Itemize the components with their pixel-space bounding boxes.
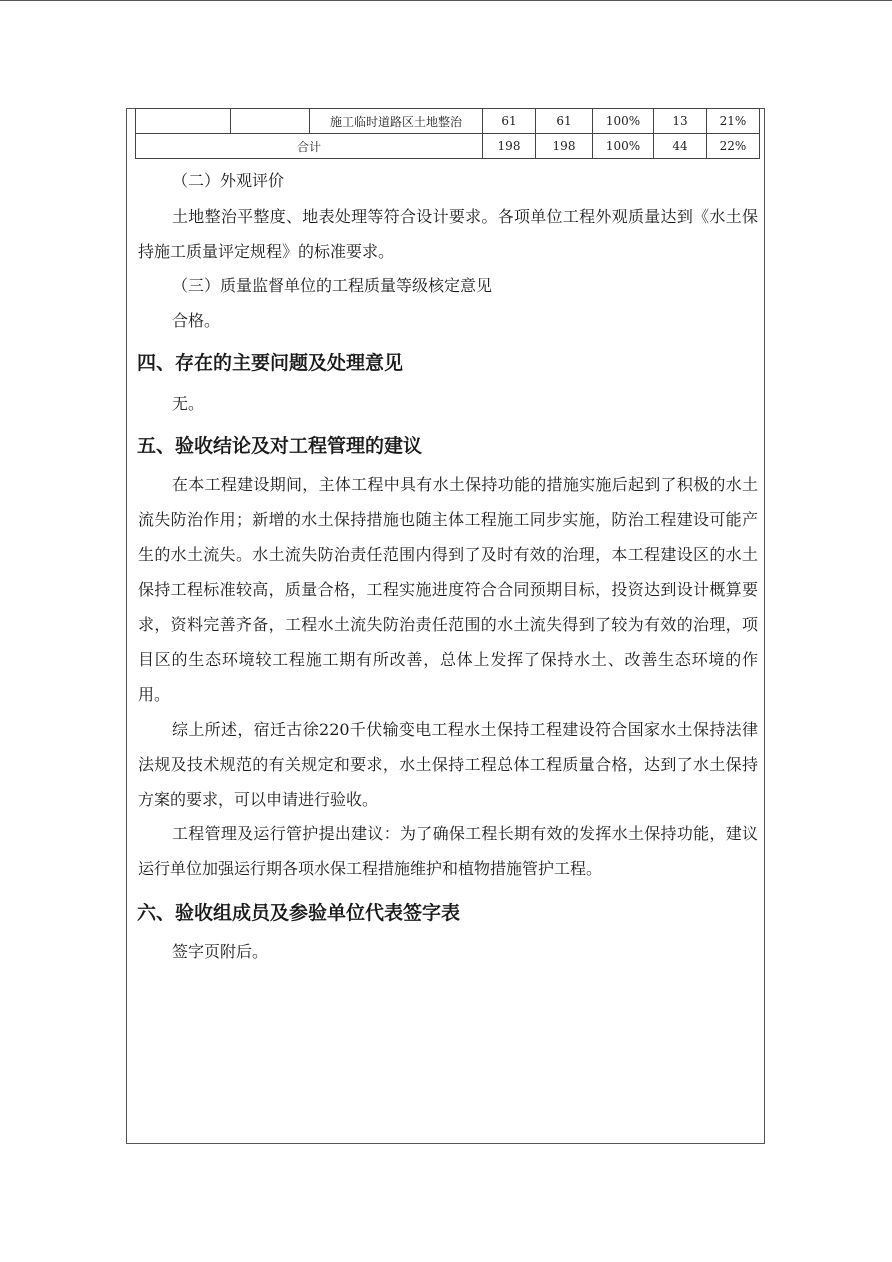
page-top-rule	[0, 0, 892, 1]
table-cell-value: 198	[536, 134, 593, 159]
statistics-table	[135, 108, 760, 159]
table-cell-rate: 22%	[707, 134, 760, 159]
table-cell	[136, 109, 231, 134]
subsection-title-quality-rating: （三）质量监督单位的工程质量等级核定意见	[172, 276, 493, 295]
table-cell	[231, 109, 310, 134]
table-cell-rate: 21%	[707, 109, 760, 134]
table-row-total	[136, 134, 760, 159]
table-cell-rate: 100%	[593, 134, 654, 159]
table-cell-value: 44	[654, 134, 707, 159]
paragraph-signature: 签字页附后。	[172, 942, 269, 961]
paragraph-problems: 无。	[172, 394, 205, 413]
table-cell-rate: 100%	[593, 109, 654, 134]
table-cell-value: 61	[536, 109, 593, 134]
heading-problems: 四、存在的主要问题及处理意见	[137, 352, 404, 374]
paragraph-conclusion-2: 综上所述，宿迁古徐220千伏输变电工程水土保持工程建设符合国家水土保持法律法规及技术规范的有关规定和要求，水土保持工程总体工程质量合格，达到了水土保持方案的要求，可以申请进行验收。	[138, 720, 758, 809]
heading-conclusion: 五、验收结论及对工程管理的建议	[137, 435, 423, 457]
paragraph-quality-rating: 合格。	[172, 311, 221, 330]
heading-signature: 六、验收组成员及参验单位代表签字表	[137, 902, 461, 924]
table-cell-value: 13	[654, 109, 707, 134]
paragraph-suggestion: 工程管理及运行管护提出建议：为了确保工程长期有效的发挥水土保持功能，建议运行单位加强运行期各项水保工程措施维护和植物措施管护工程。	[138, 824, 758, 878]
paragraph-conclusion-1: 在本工程建设期间，主体工程中具有水土保持功能的措施实施后起到了积极的水土流失防治作用；新增的水土保持措施也随主体工程施工同步实施，防治工程建设可能产生的水土流失。水土流失防治责任范围内得到了及时有效的治理，本工程建设区的水土保持工程标准较高，质量合格，工程实施进度符合合同预期目标，投资达到设计概算要求，资料完善齐备，工程水土流失防治责任范围的水土流失得到了较为有效的治理，项目区的生态环境较工程施工期有所改善，总体上发挥了保持水土、改善生态环境的作用。	[138, 475, 758, 704]
table-row	[136, 109, 760, 134]
table-cell-value: 198	[483, 134, 536, 159]
subsection-title-appearance: （二）外观评价	[172, 171, 285, 190]
table-cell-item: 施工临时道路区土地整治	[310, 109, 483, 134]
table-cell-value: 61	[483, 109, 536, 134]
paragraph-appearance: 土地整治平整度、地表处理等符合设计要求。各项单位工程外观质量达到《水土保持施工质量评定规程》的标准要求。	[138, 207, 758, 261]
table-total-label: 合计	[136, 134, 483, 159]
